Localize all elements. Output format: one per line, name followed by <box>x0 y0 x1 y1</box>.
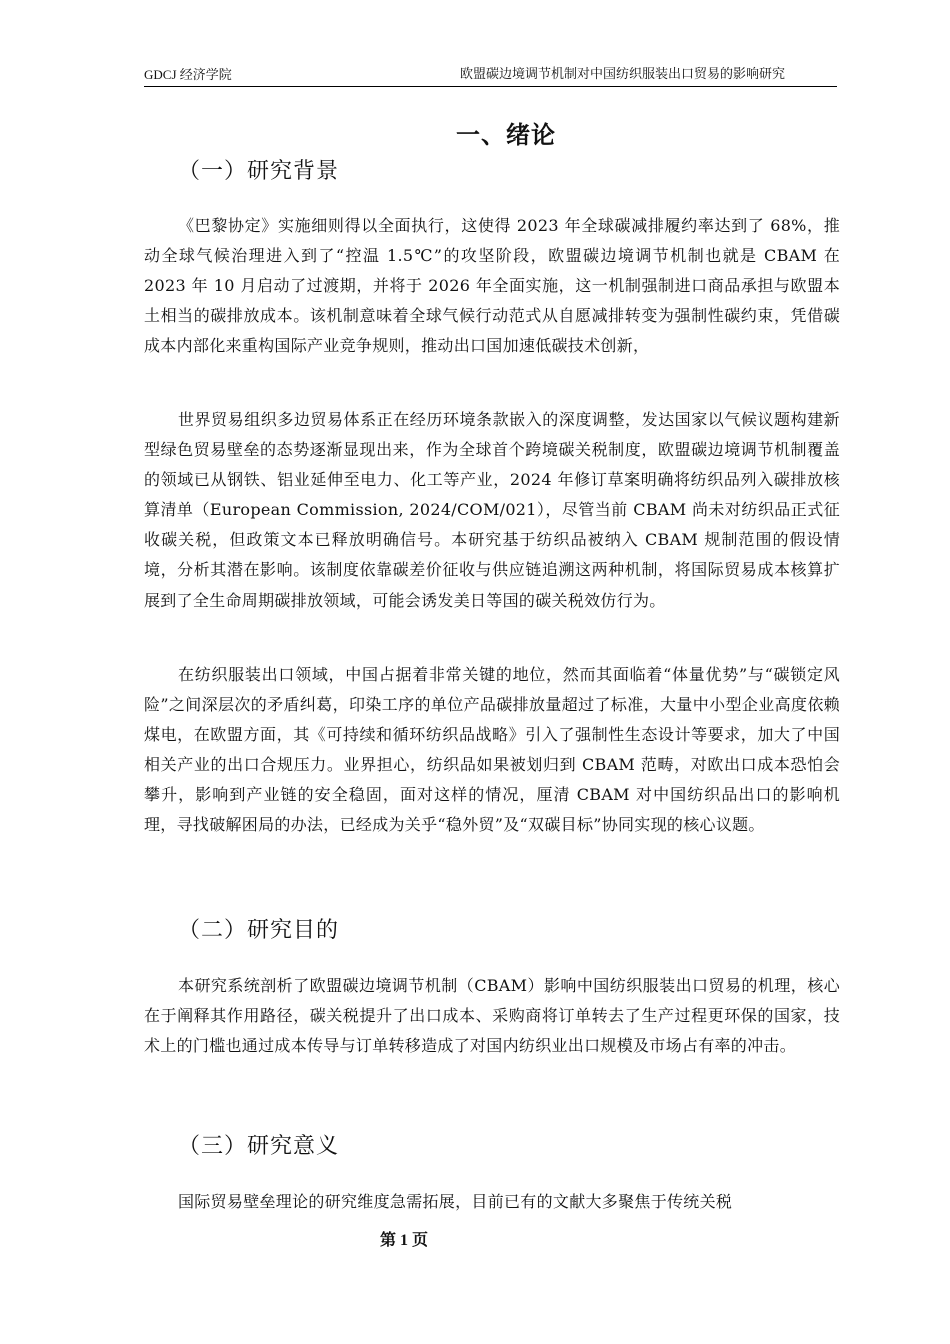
paragraph-significance-1: 国际贸易壁垒理论的研究维度急需拓展，目前已有的文献大多聚焦于传统关税 <box>178 1192 733 1211</box>
section-title-background: （一）研究背景 <box>178 159 340 184</box>
paragraph-background-2: 世界贸易组织多边贸易体系正在经历环境条款嵌入的深度调整，发达国家以气候议题构建新型绿色贸易壁垒的态势逐渐显现出来，作为全球首个跨境碳关税制度，欧盟碳边境调节机制覆盖的领域已从钢铁、铝业延伸至电力、化工等产业，2024 年修订草案明确将纺织品列入碳排放核算清单（European Commission, 2024/COM/021），尽管当前 CBAM 尚未对纺织品正式征收碳关税，但政策文本已释放明确信号。本研究基于纺织品被纳入 CBAM 规制范围的假设情境，分析其潜在影响。该制度依靠碳差价征收与供应链追溯这两种机制，将国际贸易成本核算扩展到了全生命周期碳排放领域，可能会诱发美日等国的碳关税效仿行为。 <box>144 410 840 610</box>
section-title-significance: （三）研究意义 <box>178 1134 340 1159</box>
header-paper-title: 欧盟碳边境调节机制对中国纺织服装出口贸易的影响研究 <box>459 67 785 82</box>
header-institution: GDCJ 经济学院 <box>144 67 232 82</box>
section-title-purpose: （二）研究目的 <box>178 918 340 943</box>
paragraph-purpose-1: 本研究系统剖析了欧盟碳边境调节机制（CBAM）影响中国纺织服装出口贸易的机理，核心在于阐释其作用路径，碳关税提升了出口成本、采购商将订单转去了生产过程更环保的国家，技术上的门槛也通过成本传导与订单转移造成了对国内纺织业出口规模及市场占有率的冲击。 <box>144 976 840 1056</box>
chapter-title: 一、绪论 <box>456 121 556 149</box>
paragraph-background-3: 在纺织服装出口领域，中国占据着非常关键的地位，然而其面临着“体量优势”与“碳锁定风险”之间深层次的矛盾纠葛，印染工序的单位产品碳排放量超过了标准，大量中小型企业高度依赖煤电，在欧盟方面，其《可持续和循环纺织品战略》引入了强制性生态设计等要求，加大了中国相关产业的出口合规压力。业界担心，纺织品如果被划归到 CBAM 范畴，对欧出口成本恐怕会攀升，影响到产业链的安全稳固，面对这样的情况，厘清 CBAM 对中国纺织品出口的影响机理，寻找破解困局的办法，已经成为关乎“稳外贸”及“双碳目标”协同实现的核心议题。 <box>144 665 840 835</box>
page-header <box>144 66 837 87</box>
paragraph-background-1: 《巴黎协定》实施细则得以全面执行，这使得 2023 年全球碳减排履约率达到了 68%，推动全球气候治理进入到了“控温 1.5℃”的攻坚阶段，欧盟碳边境调节机制也就是 CBAM 在 2023 年 10 月启动了过渡期，并将于 2026 年全面实施，这一机制强制进口商品承担与欧盟本土相当的碳排放成本。该机制意味着全球气候行动范式从自愿减排转变为强制性碳约束，凭借碳成本内部化来重构国际产业竞争规则，推动出口国加速低碳技术创新， <box>144 216 840 356</box>
page-number: 第 1 页 <box>379 1232 428 1249</box>
